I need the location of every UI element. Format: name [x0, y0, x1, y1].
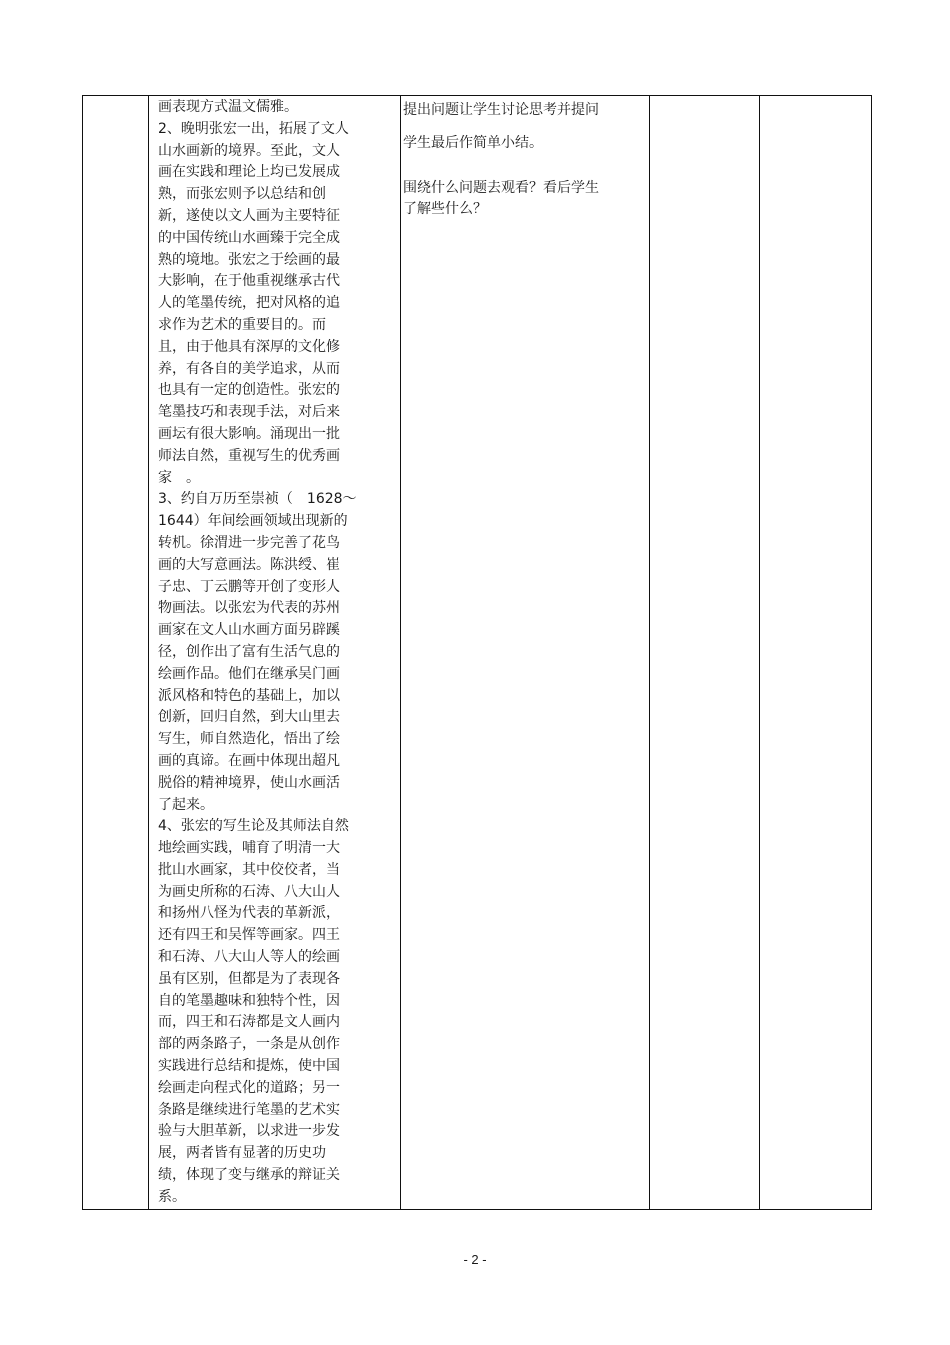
content-line: 画的大写意画法。陈洪绶、崔	[158, 556, 340, 573]
content-line: 1644）年间绘画领域出现新的	[158, 513, 348, 530]
table-row	[83, 96, 872, 1210]
content-line: 脱俗的精神境界，使山水画活	[158, 774, 340, 791]
content-line: 派风格和特色的基础上，加以	[158, 687, 340, 704]
content-line: 师法自然，重视写生的优秀画	[158, 447, 340, 464]
empty-left-cell	[83, 96, 149, 1210]
activity-cell	[401, 96, 650, 1210]
content-line: 了起来。	[158, 796, 214, 813]
content-line: 家 。	[158, 469, 200, 486]
content-line: 虽有区别，但都是为了表现各	[158, 970, 340, 987]
page-number: - 2 -	[463, 1252, 487, 1267]
content-cell	[149, 96, 401, 1210]
content-line: 地绘画实践，哺育了明清一大	[158, 840, 340, 857]
content-line: 绘画走向程式化的道路；另一	[158, 1079, 340, 1096]
content-line: 物画法。以张宏为代表的苏州	[158, 600, 340, 617]
content-line: 求作为艺术的重要目的。而	[158, 316, 326, 333]
content-line: 展，两者皆有显著的历史功	[158, 1145, 326, 1162]
content-line: 大影响，在于他重视继承古代	[158, 273, 340, 290]
content-line: 系。	[158, 1188, 186, 1205]
content-line: 且，由于他具有深厚的文化修	[158, 338, 340, 355]
content-line: 条路是继续进行笔墨的艺术实	[158, 1101, 340, 1118]
activity-line: 学生最后作简单小结。	[403, 135, 543, 151]
empty-cell	[650, 96, 760, 1210]
content-line: 和石涛、八大山人等人的绘画	[158, 949, 340, 966]
content-line: 4、张宏的写生论及其师法自然	[158, 818, 349, 835]
content-line: 熟的境地。张宏之于绘画的最	[158, 251, 340, 268]
content-line: 人的笔墨传统，把对风格的追	[158, 295, 340, 312]
lesson-plan-table	[82, 95, 872, 1210]
content-line: 的中国传统山水画臻于完全成	[158, 229, 340, 246]
content-line: 3、约自万历至崇祯（ 1628～	[158, 491, 357, 508]
content-line: 画的真谛。在画中体现出超凡	[158, 752, 340, 769]
content-line: 径，创作出了富有生活气息的	[158, 643, 340, 660]
content-line: 还有四王和吴恽等画家。四王	[158, 927, 340, 944]
content-line: 画坛有很大影响。涌现出一批	[158, 425, 340, 442]
content-line: 2、晚明张宏一出，拓展了文人	[158, 120, 349, 137]
content-line: 画家在文人山水画方面另辟蹊	[158, 622, 340, 639]
content-line: 为画史所称的石涛、八大山人	[158, 883, 340, 900]
empty-cell	[760, 96, 872, 1210]
content-line: 批山水画家，其中佼佼者，当	[158, 861, 340, 878]
content-line: 新，遂使以文人画为主要特征	[158, 207, 340, 224]
content-line: 熟，而张宏则予以总结和创	[158, 186, 326, 203]
activity-line: 围绕什么问题去观看？看后学生	[403, 180, 599, 196]
content-line: 笔墨技巧和表现手法，对后来	[158, 404, 340, 421]
content-line: 转机。徐渭进一步完善了花鸟	[158, 534, 340, 551]
content-line: 自的笔墨趣味和独特个性，因	[158, 992, 340, 1009]
content-line: 创新，回归自然，到大山里去	[158, 709, 340, 726]
content-line: 画在实践和理论上均已发展成	[158, 164, 340, 181]
content-line: 也具有一定的创造性。张宏的	[158, 382, 340, 399]
content-text	[149, 96, 400, 1209]
content-line: 而，四王和石涛都是文人画内	[158, 1014, 340, 1031]
content-line: 养，有各自的美学追求，从而	[158, 360, 340, 377]
content-line: 验与大胆革新，以求进一步发	[158, 1123, 340, 1140]
content-line: 绘画作品。他们在继承吴门画	[158, 665, 340, 682]
content-line: 子忠、丁云鹏等开创了变形人	[158, 578, 340, 595]
content-line: 和扬州八怪为代表的革新派，	[158, 905, 340, 922]
content-line: 写生，师自然造化，悟出了绘	[158, 731, 340, 748]
content-line: 画表现方式温文儒雅。	[158, 99, 298, 115]
activity-text	[401, 96, 649, 220]
content-line: 绩，体现了变与继承的辩证关	[158, 1167, 340, 1184]
content-line: 部的两条路子，一条是从创作	[158, 1036, 340, 1053]
activity-line: 了解些什么？	[403, 201, 487, 217]
content-line: 山水画新的境界。至此，文人	[158, 142, 340, 159]
activity-line: 提出问题让学生讨论思考并提问	[403, 102, 599, 118]
content-line: 实践进行总结和提炼，使中国	[158, 1058, 340, 1075]
